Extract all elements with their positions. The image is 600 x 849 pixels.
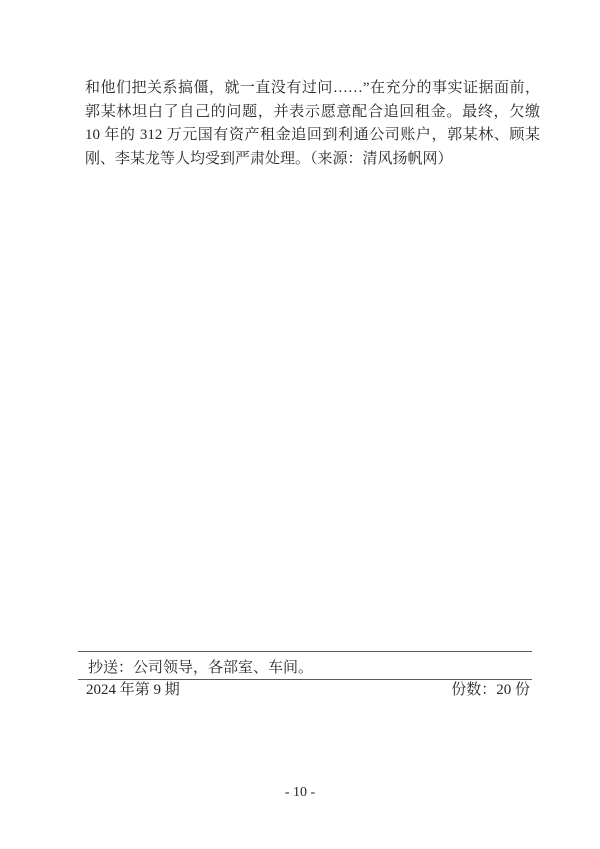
footer-divider-bottom [78,679,532,680]
body-paragraph [85,77,540,171]
page-number: - 10 - [284,785,316,800]
body-line: 郭某林坦白了自己的问题，并表示愿意配合追回租金。最终，欠缴 [85,103,540,120]
body-line: 刚、李某龙等人均受到严肃处理。（来源：清风扬帆网） [85,150,453,167]
body-line: 和他们把关系搞僵，就一直没有过问……”在充分的事实证据面前， [85,80,540,96]
issue-row [78,682,532,699]
copies-label: 份数：20 份 [451,682,530,698]
footer-divider-top [78,651,532,652]
issue-label: 2024 年第 9 期 [86,682,180,698]
cc-line: 抄送：公司领导，各部室、车间。 [88,660,314,676]
body-line: 10 年的 312 万元国有资产租金追回到利通公司账户，郭某林、顾某 [85,127,540,143]
